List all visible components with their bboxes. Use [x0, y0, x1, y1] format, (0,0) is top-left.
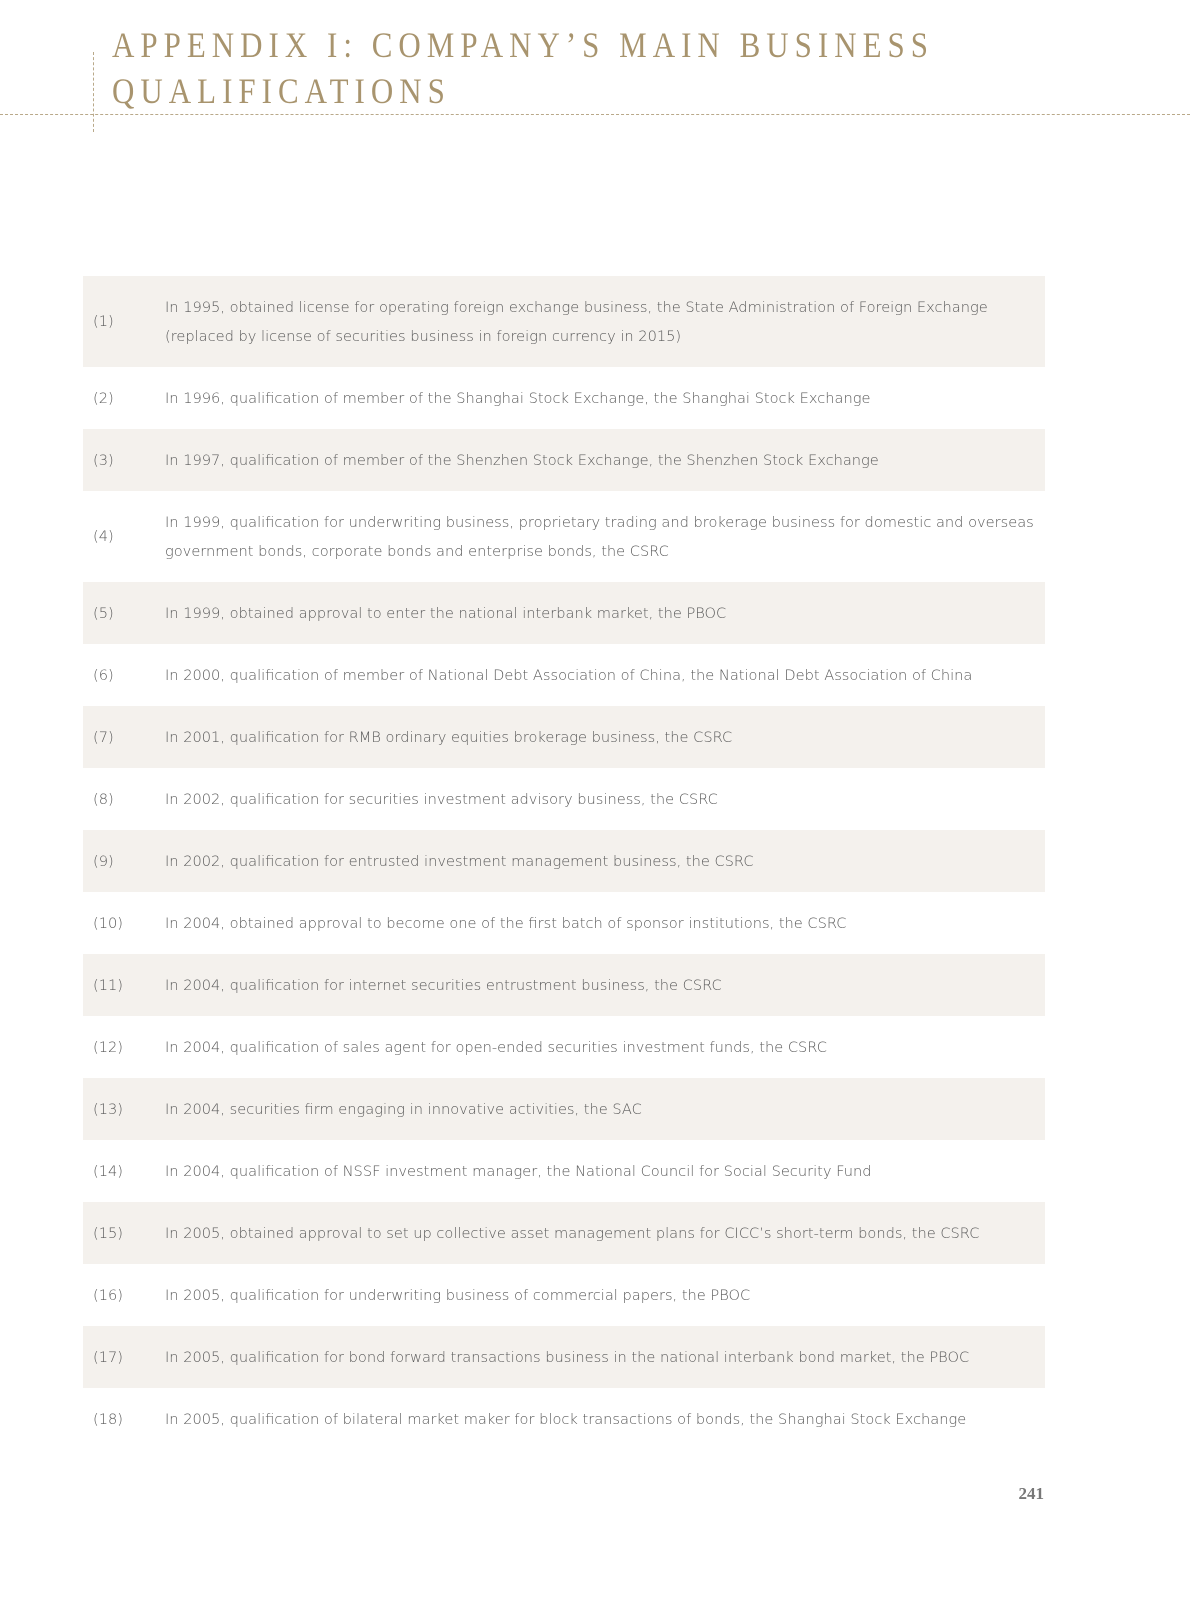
- table-row: [83, 1202, 1045, 1264]
- item-number: (17): [93, 1348, 123, 1366]
- item-number: (2): [93, 389, 114, 407]
- table-row: [83, 954, 1045, 1016]
- item-number: (3): [93, 451, 114, 469]
- item-text: In 2004, qualification of sales agent for open-ended securities investment funds, the CSRC: [165, 1038, 827, 1056]
- item-text: In 1999, obtained approval to enter the national interbank market, the PBOC: [165, 604, 727, 622]
- table-row: [83, 892, 1045, 954]
- item-number: (6): [93, 666, 114, 684]
- item-number: (7): [93, 728, 114, 746]
- item-number: (12): [93, 1038, 123, 1056]
- item-text: In 2005, qualification of bilateral market maker for block transactions of bonds, the Shanghai Stock Exchange: [165, 1410, 967, 1428]
- table-row: [83, 1016, 1045, 1078]
- page-title: [112, 22, 934, 114]
- table-row: [83, 276, 1045, 367]
- item-text: In 2002, qualification for entrusted investment management business, the CSRC: [165, 852, 754, 870]
- item-text: In 2005, qualification for underwriting business of commercial papers, the PBOC: [165, 1286, 751, 1304]
- table-row: [83, 582, 1045, 644]
- item-text: In 2005, obtained approval to set up collective asset management plans for CICC’s short-term bonds, the CSRC: [165, 1224, 980, 1242]
- item-text: In 2000, qualification of member of National Debt Association of China, the National Debt Association of China: [165, 666, 973, 684]
- item-text: In 1999, qualification for underwriting business, proprietary trading and brokerage business for domestic and overseas government bonds, corporate bonds and enterprise bonds, the CSRC: [165, 513, 1034, 560]
- table-row: [83, 1264, 1045, 1326]
- item-number: (9): [93, 852, 114, 870]
- item-text: In 1997, qualification of member of the Shenzhen Stock Exchange, the Shenzhen Stock Exchange: [165, 451, 879, 469]
- item-text: In 2004, qualification of NSSF investment manager, the National Council for Social Security Fund: [165, 1162, 872, 1180]
- item-number: (8): [93, 790, 114, 808]
- item-number: (13): [93, 1100, 123, 1118]
- item-text: In 2004, obtained approval to become one of the first batch of sponsor institutions, the CSRC: [165, 914, 847, 932]
- item-number: (4): [93, 528, 114, 545]
- item-text: In 2004, securities firm engaging in innovative activities, the SAC: [165, 1100, 642, 1118]
- table-row: [83, 1388, 1045, 1450]
- item-number: (1): [93, 313, 114, 330]
- title-line-2: QUALIFICATIONS: [112, 71, 451, 111]
- table-row: [83, 830, 1045, 892]
- item-number: (15): [93, 1224, 123, 1242]
- item-text: In 2004, qualification for internet securities entrustment business, the CSRC: [165, 976, 722, 994]
- dashed-vertical-marker: [93, 52, 94, 132]
- item-number: (5): [93, 604, 114, 622]
- table-row: [83, 1140, 1045, 1202]
- table-row: [83, 367, 1045, 429]
- table-row: [83, 1078, 1045, 1140]
- qualifications-table: [83, 276, 1045, 1450]
- item-number: (16): [93, 1286, 123, 1304]
- item-text: In 1996, qualification of member of the Shanghai Stock Exchange, the Shanghai Stock Exchange: [165, 389, 871, 407]
- item-number: (11): [93, 976, 123, 994]
- item-text: In 2002, qualification for securities investment advisory business, the CSRC: [165, 790, 718, 808]
- item-text: In 1995, obtained license for operating foreign exchange business, the State Administration of Foreign Exchange (replaced by license of securities business in foreign currency in 2015): [165, 298, 988, 345]
- item-number: (18): [93, 1410, 123, 1428]
- dashed-divider: [0, 114, 1190, 115]
- table-row: [83, 768, 1045, 830]
- item-number: (10): [93, 914, 123, 932]
- table-row: [83, 706, 1045, 768]
- table-row: [83, 491, 1045, 582]
- table-row: [83, 1326, 1045, 1388]
- item-text: In 2001, qualification for RMB ordinary equities brokerage business, the CSRC: [165, 728, 733, 746]
- item-text: In 2005, qualification for bond forward transactions business in the national interbank bond market, the PBOC: [165, 1348, 970, 1366]
- table-row: [83, 429, 1045, 491]
- item-number: (14): [93, 1162, 123, 1180]
- table-row: [83, 644, 1045, 706]
- title-line-1: APPENDIX I: COMPANY’S MAIN BUSINESS: [112, 25, 934, 65]
- page-number: 241: [1018, 1484, 1044, 1503]
